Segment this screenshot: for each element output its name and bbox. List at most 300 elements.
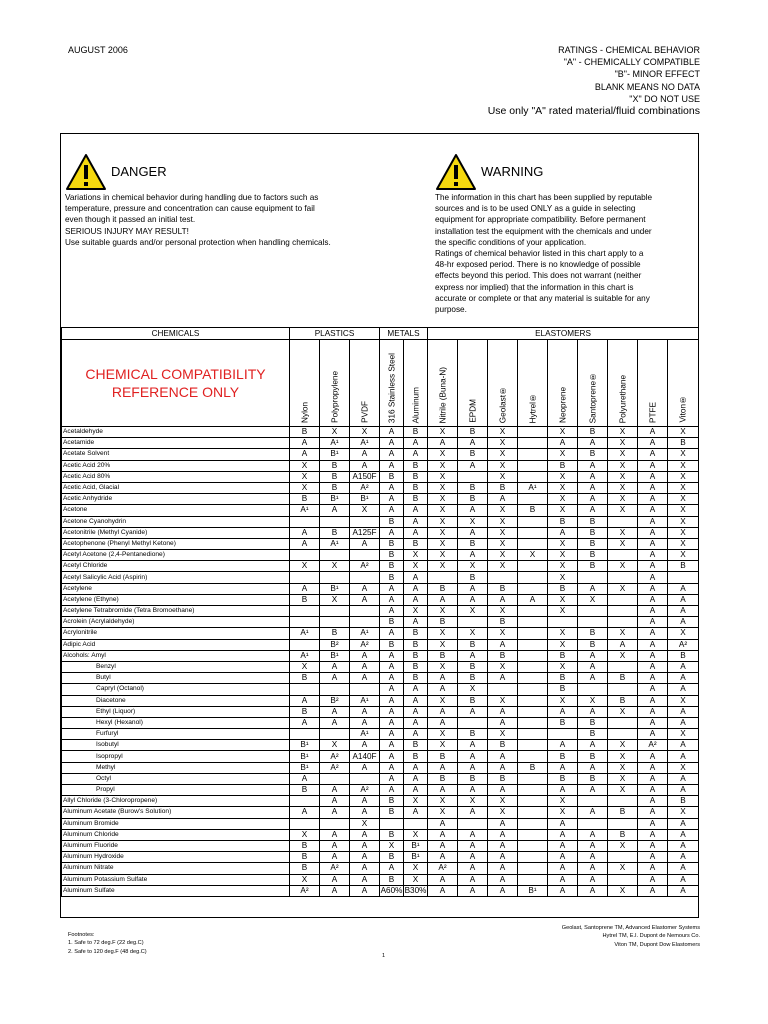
rating-cell: A xyxy=(320,796,350,807)
rating-cell: X xyxy=(488,449,518,460)
rating-cell: B¹ xyxy=(404,840,428,851)
rating-cell: A xyxy=(380,751,404,762)
rating-cell xyxy=(608,661,638,672)
chemical-name: Acetyl Acetone (2,4-Pentanedione) xyxy=(62,550,290,561)
rating-cell xyxy=(518,751,548,762)
chemical-name: Acetic Anhydride xyxy=(62,494,290,505)
rating-cell: A xyxy=(638,661,668,672)
rating-cell: A125F xyxy=(350,527,380,538)
rating-cell: A² xyxy=(320,863,350,874)
rating-cell xyxy=(290,572,320,583)
table-row xyxy=(62,438,699,449)
rating-cell: B xyxy=(668,561,699,572)
rating-cell: X xyxy=(548,606,578,617)
danger-text: Use suitable guards and/or personal protection when handling chemicals. xyxy=(65,237,331,247)
column-header: Aluminum xyxy=(411,386,420,423)
rating-cell: X xyxy=(428,796,458,807)
danger-title: DANGER xyxy=(111,164,167,180)
rating-cell: X xyxy=(608,650,638,661)
rating-cell: A xyxy=(578,762,608,773)
rating-cell xyxy=(488,684,518,695)
rating-cell: B xyxy=(578,538,608,549)
rating-cell: B xyxy=(380,639,404,650)
rating-cell: X xyxy=(548,572,578,583)
rating-cell: A xyxy=(458,863,488,874)
rating-cell xyxy=(290,818,320,829)
rating-cell xyxy=(608,617,638,628)
rating-cell: X xyxy=(578,594,608,605)
rating-cell: A xyxy=(380,740,404,751)
rating-cell: X xyxy=(488,729,518,740)
rating-cell: A xyxy=(404,762,428,773)
danger-text: Variations in chemical behavior during handling due to factors such as xyxy=(65,193,319,202)
rating-cell: A xyxy=(350,460,380,471)
table-row xyxy=(62,550,699,561)
rating-cell: B xyxy=(404,740,428,751)
rating-line: BLANK MEANS NO DATA xyxy=(594,81,700,92)
rating-cell: A xyxy=(320,852,350,863)
table-row xyxy=(62,572,699,583)
rating-cell: A xyxy=(638,773,668,784)
rating-cell: B¹ xyxy=(320,494,350,505)
rating-cell: X xyxy=(290,661,320,672)
rating-cell: B xyxy=(578,639,608,650)
rating-cell: B xyxy=(404,471,428,482)
rating-cell: B xyxy=(380,538,404,549)
rating-cell: A xyxy=(458,650,488,661)
rating-cell: A xyxy=(380,863,404,874)
rating-cell: A xyxy=(548,785,578,796)
chemical-name: Aluminum Acetate (Burow's Solution) xyxy=(62,807,290,818)
rating-cell: X xyxy=(380,840,404,851)
rating-cell: A xyxy=(458,740,488,751)
chemical-name: Hexyl (Hexanol) xyxy=(62,717,290,728)
rating-cell: A xyxy=(380,706,404,717)
rating-cell xyxy=(518,684,548,695)
column-header: Polypropylene xyxy=(330,371,339,423)
rating-cell xyxy=(290,729,320,740)
rating-cell: A xyxy=(578,840,608,851)
rating-cell: A xyxy=(380,606,404,617)
rating-cell xyxy=(608,729,638,740)
rating-cell: X xyxy=(428,516,458,527)
rating-cell: B xyxy=(458,729,488,740)
rating-cell: A xyxy=(488,594,518,605)
table-row xyxy=(62,505,699,516)
rating-cell: X xyxy=(488,505,518,516)
chemical-name: Acetamide xyxy=(62,438,290,449)
rating-cell: A xyxy=(428,594,458,605)
rating-cell: A xyxy=(548,874,578,885)
rating-cell: X xyxy=(290,460,320,471)
rating-cell: B xyxy=(548,650,578,661)
rating-cell: B xyxy=(380,550,404,561)
rating-cell: A xyxy=(458,751,488,762)
rating-cell: A xyxy=(488,818,518,829)
rating-cell xyxy=(578,572,608,583)
rating-cell: X xyxy=(608,840,638,851)
rating-cell: A xyxy=(638,561,668,572)
rating-cell: A xyxy=(668,594,699,605)
rating-cell: A xyxy=(380,650,404,661)
rating-cell xyxy=(350,550,380,561)
rating-cell xyxy=(518,449,548,460)
rating-cell: A² xyxy=(290,885,320,896)
rating-cell: A xyxy=(668,583,699,594)
rating-cell: B xyxy=(668,438,699,449)
rating-cell: A xyxy=(668,751,699,762)
rating-cell: B xyxy=(290,673,320,684)
rating-cell: A xyxy=(350,538,380,549)
rating-cell: X xyxy=(488,550,518,561)
rating-cell xyxy=(518,427,548,438)
rating-cell: A xyxy=(578,583,608,594)
table-row xyxy=(62,684,699,695)
trademark-line: Viton TM, Dupont Dow Elastomers xyxy=(614,941,700,948)
rating-cell: B xyxy=(404,751,428,762)
rating-cell xyxy=(320,572,350,583)
rating-cell: A xyxy=(578,460,608,471)
chemical-name: Aluminum Fluoride xyxy=(62,840,290,851)
chemical-name: Aluminum Sulfate xyxy=(62,885,290,896)
rating-cell xyxy=(518,617,548,628)
rating-cell: B xyxy=(380,572,404,583)
rating-cell xyxy=(290,617,320,628)
rating-cell: A xyxy=(350,673,380,684)
rating-cell xyxy=(350,684,380,695)
rating-cell: A xyxy=(380,583,404,594)
rating-cell: A xyxy=(404,729,428,740)
warning-text: installation test the equipment with the chemicals and under xyxy=(435,226,652,236)
rating-cell: A xyxy=(488,885,518,896)
rating-cell: X xyxy=(488,661,518,672)
rating-cell: A xyxy=(350,874,380,885)
rating-cell xyxy=(518,773,548,784)
rating-cell: X xyxy=(428,538,458,549)
chemical-name: Acetylene Tetrabromide (Tetra Bromoethane) xyxy=(62,606,290,617)
rating-cell: A xyxy=(638,482,668,493)
rating-cell xyxy=(350,572,380,583)
rating-cell: A xyxy=(668,818,699,829)
rating-cell xyxy=(518,538,548,549)
rating-cell: X xyxy=(428,427,458,438)
rating-cell xyxy=(518,628,548,639)
rating-cell: A60% xyxy=(380,885,403,895)
table-row xyxy=(62,583,699,594)
rating-cell: X xyxy=(404,874,428,885)
rating-cell: A xyxy=(488,717,518,728)
rating-cell: B xyxy=(404,673,428,684)
rating-cell: B xyxy=(578,561,608,572)
rating-cell: X xyxy=(548,550,578,561)
rating-cell: B xyxy=(548,684,578,695)
rating-cell: A xyxy=(488,706,518,717)
rating-cell: X xyxy=(320,740,350,751)
footnotes-title: Footnotes: xyxy=(68,932,95,938)
rating-cell xyxy=(548,729,578,740)
rating-cell: B xyxy=(458,482,488,493)
rating-cell: X xyxy=(428,527,458,538)
rating-cell: B xyxy=(404,628,428,639)
trademark-line: Hytrel TM, E.I. Dupont de Nemours Co. xyxy=(602,933,700,940)
table-row xyxy=(62,628,699,639)
rating-cell: X xyxy=(608,438,638,449)
rating-cell: A xyxy=(458,852,488,863)
rating-cell: A xyxy=(638,762,668,773)
rating-cell: A xyxy=(350,762,380,773)
rating-cell: X xyxy=(428,449,458,460)
rating-cell: B xyxy=(404,427,428,438)
rating-cell: A xyxy=(578,706,608,717)
rating-cell: A xyxy=(290,527,320,538)
rating-cell: X xyxy=(458,796,488,807)
rating-cell xyxy=(518,561,548,572)
rating-cell: A xyxy=(404,449,428,460)
rating-cell: X xyxy=(608,773,638,784)
rating-cell: A xyxy=(608,639,638,650)
rating-cell: A xyxy=(548,762,578,773)
rating-cell: X xyxy=(578,695,608,706)
rating-cell: B xyxy=(578,628,608,639)
rating-cell: B xyxy=(428,650,458,661)
rating-cell: A xyxy=(320,785,350,796)
rating-cell: X xyxy=(608,885,638,896)
rating-cell: X xyxy=(488,427,518,438)
rating-cell xyxy=(488,572,518,583)
rating-cell: A xyxy=(458,874,488,885)
rating-cell: A xyxy=(638,717,668,728)
rating-cell: A xyxy=(668,863,699,874)
rating-cell: A xyxy=(668,617,699,628)
rating-cell xyxy=(290,550,320,561)
danger-notice xyxy=(65,152,395,248)
rating-cell: A xyxy=(638,628,668,639)
chemical-name: Alcohols: Amyl xyxy=(62,650,290,661)
rating-cell: A xyxy=(380,729,404,740)
rating-cell: B¹ xyxy=(320,583,350,594)
rating-cell: X xyxy=(290,482,320,493)
rating-cell: A xyxy=(380,494,404,505)
chemical-name: Butyl xyxy=(62,673,290,684)
rating-cell xyxy=(608,594,638,605)
rating-cell: B xyxy=(404,650,428,661)
rating-cell xyxy=(518,874,548,885)
rating-cell: X xyxy=(668,527,699,538)
rating-cell: X xyxy=(428,606,458,617)
rating-cell: A xyxy=(404,505,428,516)
rating-cell: X xyxy=(668,449,699,460)
rating-cell xyxy=(518,661,548,672)
rating-cell: X xyxy=(488,438,518,449)
rating-cell: A xyxy=(350,449,380,460)
rating-cell: X xyxy=(548,594,578,605)
rating-cell: A¹ xyxy=(320,538,350,549)
rating-cell: X xyxy=(428,505,458,516)
rating-cell: X xyxy=(458,561,488,572)
rating-cell: A xyxy=(638,684,668,695)
warning-text: Ratings of chemical behavior listed in this chart apply to a xyxy=(435,249,644,259)
rating-cell: A xyxy=(638,673,668,684)
rating-cell xyxy=(320,516,350,527)
danger-text: SERIOUS INJURY MAY RESULT! xyxy=(65,226,189,236)
rating-cell: A xyxy=(668,874,699,885)
rating-cell: X xyxy=(608,785,638,796)
rating-cell: B xyxy=(380,617,404,628)
rating-cell: X xyxy=(290,874,320,885)
rating-cell: X xyxy=(350,818,380,829)
column-header: Nitrile (Buna-N) xyxy=(438,366,447,423)
rating-cell: A xyxy=(380,628,404,639)
rating-cell xyxy=(320,729,350,740)
rating-cell xyxy=(518,516,548,527)
table-row xyxy=(62,639,699,650)
rating-cell: B xyxy=(548,516,578,527)
rating-cell: A xyxy=(488,840,518,851)
rating-cell: X xyxy=(608,505,638,516)
rating-cell: A xyxy=(578,661,608,672)
warning-triangle-icon xyxy=(435,153,477,191)
rating-cell: X xyxy=(548,561,578,572)
rating-cell: B¹ xyxy=(320,449,350,460)
rating-cell: A xyxy=(380,773,404,784)
chemical-name: Acetaldehyde xyxy=(62,427,290,438)
table-row xyxy=(62,460,699,471)
rating-cell: X xyxy=(548,661,578,672)
table-row xyxy=(62,829,699,840)
rating-cell: B xyxy=(458,773,488,784)
rating-cell xyxy=(578,606,608,617)
rating-cell: B xyxy=(578,427,608,438)
rating-cell xyxy=(518,650,548,661)
rating-cell: A xyxy=(350,829,380,840)
rating-cell: A xyxy=(404,583,428,594)
rating-cell: X xyxy=(488,460,518,471)
rating-cell: X xyxy=(404,561,428,572)
rating-cell: B xyxy=(428,751,458,762)
table-row xyxy=(62,717,699,728)
rating-cell: A² xyxy=(320,762,350,773)
rating-cell: B xyxy=(458,572,488,583)
rating-cell: B¹ xyxy=(320,650,350,661)
rating-cell: B xyxy=(548,460,578,471)
rating-cell: X xyxy=(428,695,458,706)
rating-cell: A xyxy=(668,684,699,695)
rating-cell xyxy=(518,695,548,706)
rating-cell: B xyxy=(404,494,428,505)
rating-cell: A xyxy=(380,673,404,684)
rating-cell: A xyxy=(320,829,350,840)
rating-cell: A xyxy=(638,863,668,874)
rating-cell: B xyxy=(488,617,518,628)
rating-cell: X xyxy=(458,516,488,527)
rating-cell: B xyxy=(578,729,608,740)
rating-cell: A150F xyxy=(350,471,380,482)
table-row xyxy=(62,673,699,684)
rating-cell: A xyxy=(350,796,380,807)
rating-cell: A xyxy=(350,885,380,896)
page-number: 1 xyxy=(382,953,386,959)
rating-cell: X xyxy=(428,482,458,493)
rating-cell: X xyxy=(428,628,458,639)
rating-cell: X xyxy=(608,628,638,639)
rating-cell: A xyxy=(290,807,320,818)
rating-cell: A xyxy=(404,684,428,695)
rating-cell xyxy=(320,818,350,829)
rating-cell: A² xyxy=(638,740,668,751)
rating-cell: X xyxy=(404,829,428,840)
table-row xyxy=(62,594,699,605)
rating-cell: A xyxy=(380,427,404,438)
rating-cell xyxy=(290,796,320,807)
rating-cell: B xyxy=(290,706,320,717)
rating-cell: B xyxy=(578,527,608,538)
rating-cell xyxy=(518,840,548,851)
rating-cell: X xyxy=(608,583,638,594)
rating-cell xyxy=(518,583,548,594)
rating-cell: B xyxy=(488,482,518,493)
rating-cell: A xyxy=(404,807,428,818)
chemical-name: Capryl (Octanol) xyxy=(62,684,290,695)
rating-cell: A xyxy=(548,527,578,538)
rating-cell xyxy=(320,550,350,561)
rating-cell: X xyxy=(668,762,699,773)
rating-cell xyxy=(608,606,638,617)
rating-cell: A xyxy=(578,505,608,516)
rating-cell: A xyxy=(428,717,458,728)
rating-cell: B xyxy=(380,874,404,885)
rating-cell: A xyxy=(290,773,320,784)
rating-cell: B¹ xyxy=(290,751,320,762)
rating-cell xyxy=(458,617,488,628)
rating-cell: A xyxy=(458,527,488,538)
rating-cell: X xyxy=(428,550,458,561)
rating-cell: A xyxy=(458,594,488,605)
rating-cell xyxy=(608,550,638,561)
rating-cell: B30% xyxy=(404,885,427,895)
rating-cell: A xyxy=(578,494,608,505)
warning-text: express nor implied) that the information in this chart is xyxy=(435,282,634,292)
rating-cell: X xyxy=(668,729,699,740)
rating-cell: X xyxy=(404,796,428,807)
rating-cell xyxy=(404,818,428,829)
chemical-name: Methyl xyxy=(62,762,290,773)
rating-cell: B xyxy=(320,628,350,639)
rating-cell: A xyxy=(668,717,699,728)
rating-cell: A xyxy=(428,706,458,717)
rating-cell: B xyxy=(290,863,320,874)
rating-cell: X xyxy=(488,538,518,549)
rating-cell: A xyxy=(638,505,668,516)
rating-cell: B xyxy=(320,482,350,493)
rating-cell: A xyxy=(320,874,350,885)
chemical-name: Isobutyl xyxy=(62,740,290,751)
rating-cell: X xyxy=(458,628,488,639)
rating-cell: A xyxy=(428,840,458,851)
rating-cell: B xyxy=(290,427,320,438)
rating-cell: A xyxy=(488,874,518,885)
rating-cell: A xyxy=(668,852,699,863)
rating-cell xyxy=(518,494,548,505)
rating-cell: A xyxy=(638,606,668,617)
warning-text: effects beyond this period. This does not warrant (neither xyxy=(435,271,642,281)
rating-cell: B xyxy=(428,773,458,784)
table-row xyxy=(62,471,699,482)
rating-cell: A xyxy=(668,885,699,896)
table-row xyxy=(62,606,699,617)
rating-cell: A xyxy=(290,583,320,594)
rating-cell: B xyxy=(380,852,404,863)
rating-cell: B xyxy=(578,449,608,460)
